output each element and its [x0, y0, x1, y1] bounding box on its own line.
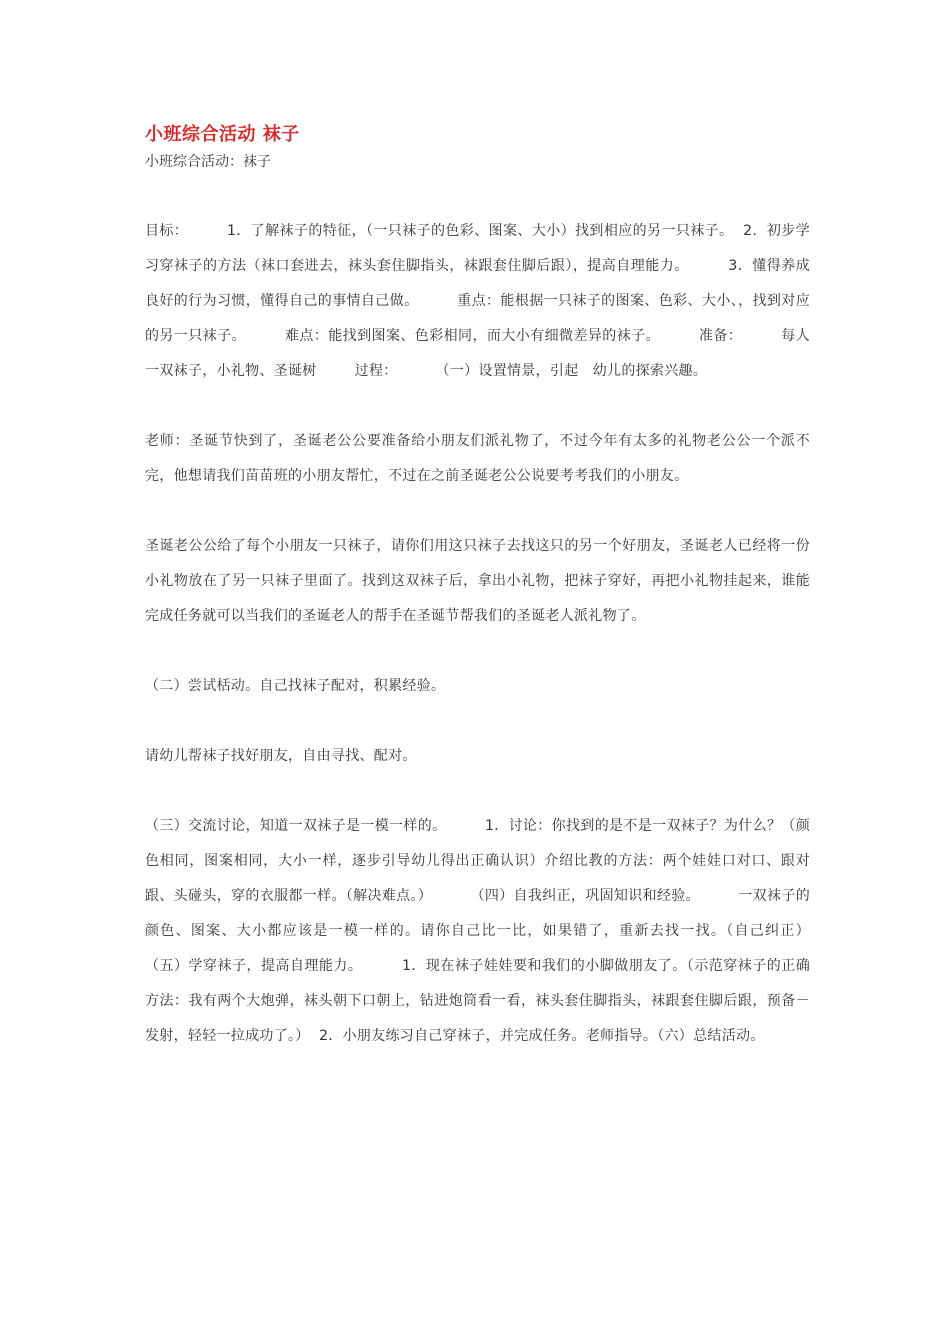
- paragraph-goals: 目标： 1．了解袜子的特征，（一只袜子的色彩、图案、大小）找到相应的另一只袜子。 2．初步学习穿袜子的方法（袜口套进去，袜头套住脚指头，袜跟套住脚后跟），提高自理能力。 3．懂得养成良好的行为习惯，懂得自己的事情自己做。 重点：能根据一只袜子的图案、色彩、大小、，找到对应的另一只袜子。 难点：能找到图案、色彩相同，而大小有细微差异的袜子。 准备： 每人一双袜子，小礼物、圣诞树 过程： （一）设置情景，引起 幼儿的探索兴趣。: [145, 223, 810, 379]
- paragraph-santa-task: 圣诞老公公给了每个小朋友一只袜子，请你们用这只袜子去找这只的另一个好朋友，圣诞老人已经将一份小礼物放在了另一只袜子里面了。找到这双袜子后，拿出小礼物，把袜子穿好，再把小礼物挂起来，谁能完成任务就可以当我们的圣诞老人的帮手在圣诞节帮我们的圣诞老人派礼物了。: [145, 538, 810, 624]
- paragraph-discussion: （三）交流讨论，知道一双袜子是一模一样的。 1．讨论：你找到的是不是一双袜子？为什么？（颜色相同，图案相同，大小一样，逐步引导幼儿得出正确认识）介绍比教的方法：两个娃娃口对口、跟对跟、头碰头，穿的衣服都一样。（解决难点。） （四）自我纠正，巩固知识和经验。 一双袜子的颜色、图案、大小都应该是一模一样的。请你自己比一比，如果错了，重新去找一找。（自己纠正） （五）学穿袜子，提高自理能力。 1．现在袜子娃娃要和我们的小脚做朋友了。（示范穿袜子的正确方法：我有两个大炮弹，袜头朝下口朝上，钻进炮筒看一看，袜头套住脚指头，袜跟套住脚后跟，预备－发射，轻轻一拉成功了。） 2．小朋友练习自己穿袜子，并完成任务。老师指导。（六）总结活动。: [145, 818, 849, 1044]
- document-subtitle: 小班综合活动：袜子: [145, 154, 271, 170]
- paragraph-teacher-intro: 老师：圣诞节快到了，圣诞老公公要准备给小朋友们派礼物了，不过今年有太多的礼物老公公一个派不完，他想请我们苗苗班的小朋友帮忙，不过在之前圣诞老公公说要考考我们的小朋友。: [145, 433, 810, 484]
- paragraph-pairing: 请幼儿帮袜子找好朋友，自由寻找、配对。: [145, 748, 417, 764]
- document-title: 小班综合活动 袜子: [145, 124, 300, 145]
- document-page: [145, 122, 849, 1054]
- paragraph-try-activity: （二）尝试栝动。自己找袜子配对，积累经验。: [145, 678, 446, 694]
